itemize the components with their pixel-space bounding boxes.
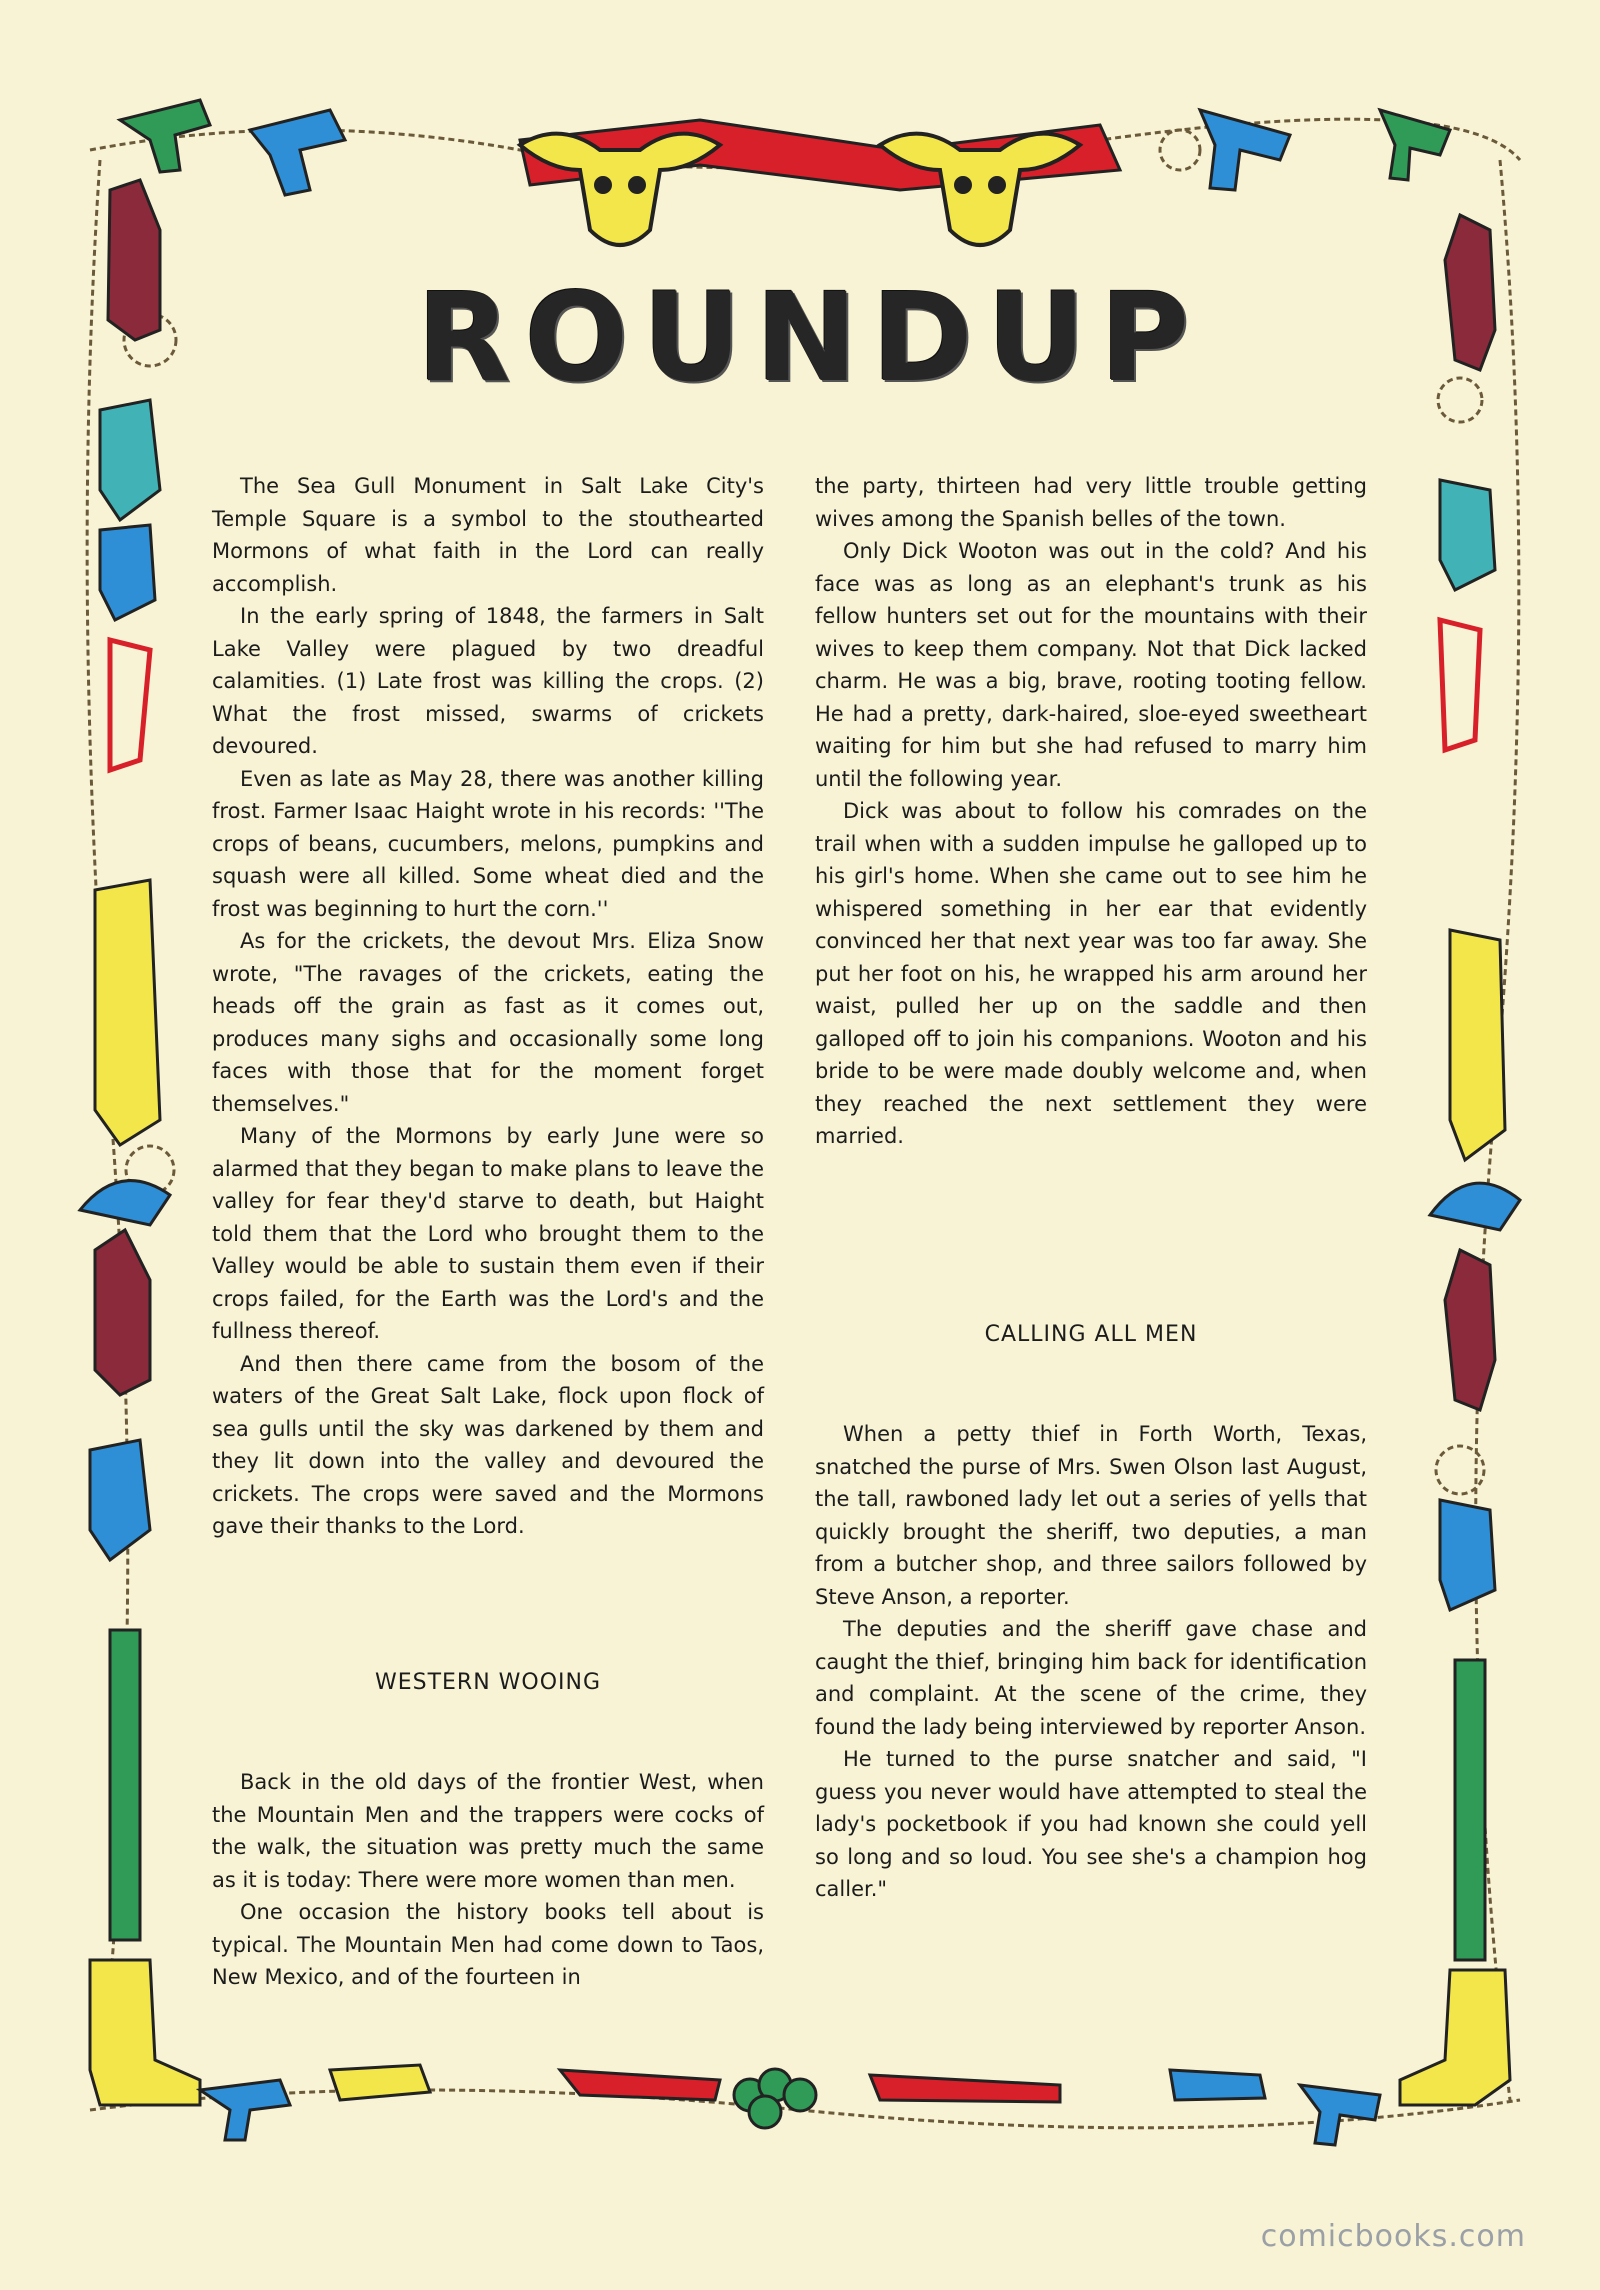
paragraph: In the early spring of 1848, the farmers in Salt Lake Valley were plagued by two dreadful calamities. (1) Late frost was killing the crops. (2) What the frost missed, swarms of crickets devoured.: [212, 604, 764, 758]
paragraph: He turned to the purse snatcher and said, "I guess you never would have attempted to steal the lady's pocketbook if you had known she could yell so long and so loud. You see she's a champion hog caller.": [815, 1747, 1367, 1901]
paragraph: Back in the old days of the frontier West, when the Mountain Men and the trappers were cocks of the walk, the situation was pretty much the same as it is today: There were more women than men.: [212, 1770, 764, 1892]
paragraph: Only Dick Wooton was out in the cold? And his face was as long as an elephant's trunk as his fellow hunters set out for the mountains with their wives to keep them company. Not that Dick lacked charm. He was a big, brave, rooting tooting fellow. He had a pretty, dark-haired, sloe-eyed sweetheart waiting for him but she had refused to marry him until the following year.: [815, 539, 1367, 791]
left-column: [212, 470, 764, 1543]
right-column-lower: [815, 1418, 1367, 1906]
section-heading-calling-all-men: CALLING ALL MEN: [984, 1322, 1198, 1347]
section-heading-western-wooing: WESTERN WOOING: [374, 1670, 602, 1695]
paragraph: And then there came from the bosom of the waters of the Great Salt Lake, flock upon flock of sea gulls until the sky was darkened by them and they lit down into the valley and devoured the crickets. The crops were saved and the Mormons gave their thanks to the Lord.: [212, 1351, 764, 1538]
left-column-lower: [212, 1766, 764, 1994]
page-title: ROUNDUP: [416, 267, 1204, 409]
paragraph: As for the crickets, the devout Mrs. Eliza Snow wrote, "The ravages of the crickets, eating the heads off the grain as fast as it comes out, produces many sighs and occasionally some long faces with those that for the moment forget themselves.": [212, 929, 764, 1116]
paragraph: Many of the Mormons by early June were so alarmed that they began to make plans to leave the valley for fear they'd starve to death, but Haight told them that the Lord who brought them to the Valley would be able to sustain them even if their crops failed, for the Earth was the Lord's and the fullness thereof.: [212, 1124, 764, 1343]
paragraph: The deputies and the sheriff gave chase and caught the thief, bringing him back for identification and complaint. At the scene of the crime, they found the lady being interviewed by reporter Anson.: [815, 1617, 1367, 1739]
paragraph: When a petty thief in Forth Worth, Texas, snatched the purse of Mrs. Swen Olson last August, the tall, rawboned lady let out a series of yells that quickly brought the sheriff, two deputies, a man from a butcher shop, and three sailors followed by Steve Anson, a reporter.: [815, 1422, 1367, 1609]
watermark: comicbooks.com: [1260, 2219, 1526, 2254]
paragraph: The Sea Gull Monument in Salt Lake City's Temple Square is a symbol to the stouthearted Mormons of what faith in the Lord can really accomplish.: [212, 474, 764, 596]
steer-skull-icon: [520, 134, 720, 245]
right-column: [815, 470, 1367, 1153]
paragraph: Even as late as May 28, there was another killing frost. Farmer Isaac Haight wrote in his records: ''The crops of beans, cucumbers, melons, pumpkins and squash were all killed. Some wheat died and the frost was beginning to hurt the corn.'': [212, 766, 764, 921]
paragraph: Dick was about to follow his comrades on the trail when with a sudden impulse he galloped up to his girl's home. When she came out to see him he whispered something in her ear that evidently convinced her that next year was too far away. She put her foot on his, he wrapped his arm around her waist, pulled her up on the saddle and then galloped off to join his companions. Wooton and his bride to be were made doubly welcome and, when they reached the next settlement they were married.: [815, 799, 1367, 1148]
paragraph: One occasion the history books tell about is typical. The Mountain Men had come down to Taos, New Mexico, and of the fourteen in: [212, 1900, 764, 1989]
paragraph: the party, thirteen had very little trouble getting wives among the Spanish belles of the town.: [815, 474, 1367, 531]
